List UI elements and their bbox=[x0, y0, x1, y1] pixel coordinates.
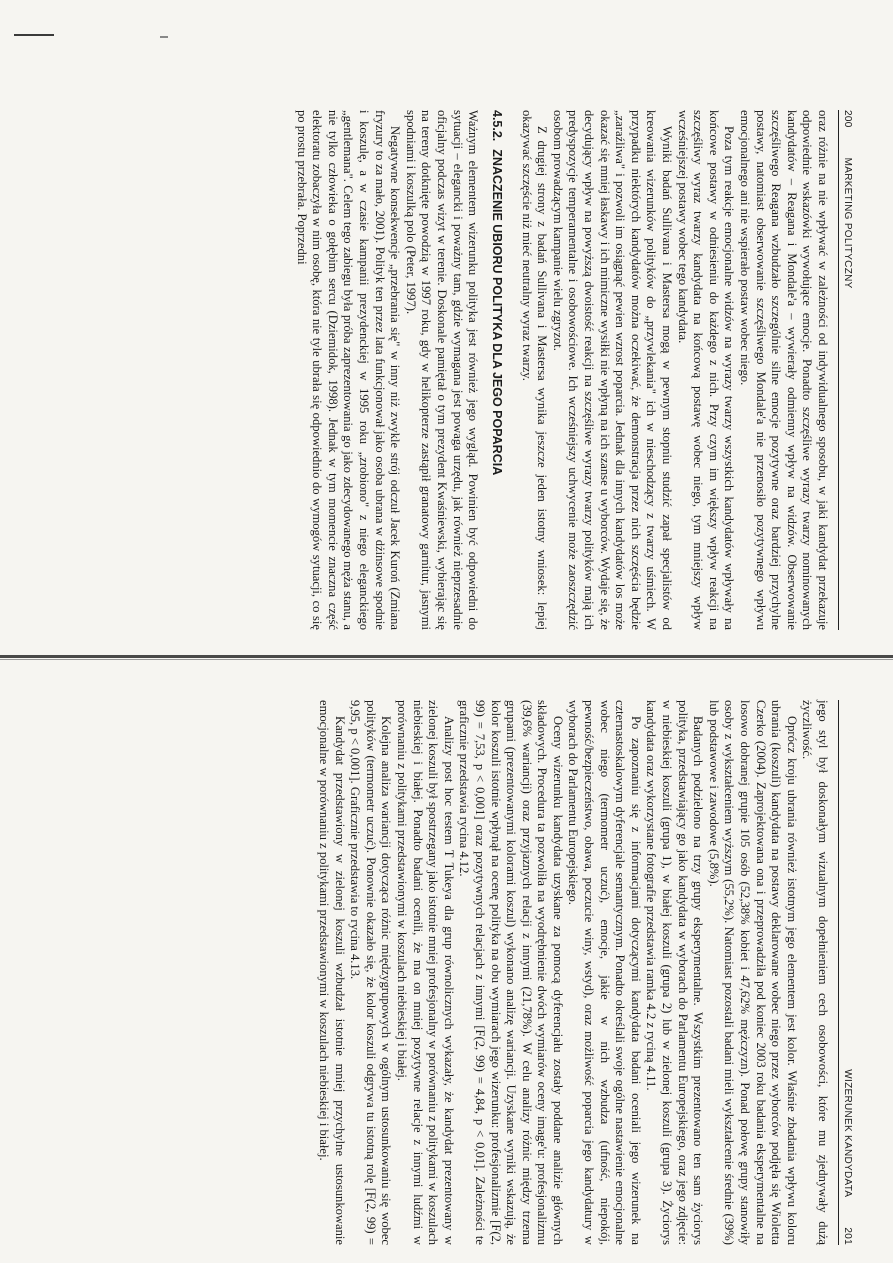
paragraph: Badanych podzielono na trzy grupy eksperymentalne. Wszystkim prezentowano ten sam życiorys polityka, przedstawiający go jako kandydata w wyborach do Parlamentu Europejskiego, oraz jego zdjęcie: w niebieskiej koszuli (grupa 1), w białej koszuli (grupa 2) lub w zielonej koszuli (grupa 3). Życiorys kandydata oraz wykorzystane fotografie przedstawia ramka 4.2 z ryciną 4.11. bbox=[644, 700, 706, 1245]
running-header bbox=[838, 110, 853, 630]
paragraph: Kandydat przedstawiony w zielonej koszuli wzbudzał istotnie mniej przychylne ustosunkowanie emocjonalne w porównaniu z politykami przedstawionymi w koszulach niebieskiej i białej. bbox=[317, 700, 347, 1245]
page-fold-line bbox=[0, 655, 893, 658]
paragraph: Poza tym reakcje emocjonalne widzów na wyrazy twarzy wszystkich kandydatów wpływały na końcowe postawy w odniesieniu do każdego z nich. Przy czym im większy wpływ reakcji na szczęśliwy wyraz twarzy kandydata na końcową postawę wobec niego, tym mniejszy wpływ wcześniejszej postawy wobec tego kandydata. bbox=[675, 110, 737, 630]
paragraph: Z drugiej strony z badań Sullivana i Mastersa wynika jeszcze jeden istotny wniosek: lepiej okazywać szczęście niż mieć neutralny wyraz twarzy. bbox=[519, 110, 550, 630]
right-page bbox=[28, 700, 853, 1245]
paragraph: Ważnym elementem wizerunku polityka jest również jego wygląd. Powinien być odpowiedni do sytuacji – elegancki i poważny tam, gdzie wymagana jest powaga urzędu, jak również nieprzesadnie oficjalny podczas wizyt w terenie. Doskonale pamiętał o tym prezydent Kwaśniewski, wybierając się na tereny dotknięte powodzią w 1997 roku, gdy w helikopterze zastąpił granatowy garnitur, jasnymi spodniami i koszulką polo (Peter, 1997). bbox=[403, 110, 481, 630]
left-page bbox=[33, 110, 853, 630]
running-head-title: MARKETING POLITYCZNY bbox=[842, 157, 853, 289]
page-fold-line bbox=[0, 659, 893, 660]
section-number: 4.5.2. bbox=[490, 110, 505, 142]
paragraph: oraz różnie na nie wpływać w zależności od indywidualnego sposobu, w jaki kandydat przekazuje odpowiednie wskazówki wywołujące emocje. Ponadto szczęśliwe wyrazy twarzy nominowanych kandydatów – Reagana i Mondale'a – wywierały odmienny wpływ na widzów. Obserwowanie szczęśliwego Reagana wzbudzało szczególnie silne emocje pozytywne oraz bardziej przychylne postawy, natomiast obserwowanie szczęśliwego Mondale'a nie przenosiło pozytywnego wpływu emocjonalnego ani nie wspierało postaw wobec niego. bbox=[738, 110, 830, 630]
paragraph: jego styl był doskonałym wizualnym dopełnieniem cech osobowości, które mu zjednywały dużą życzliwość. bbox=[800, 700, 830, 1245]
section-heading bbox=[490, 110, 504, 630]
page-number: 201 bbox=[842, 1227, 853, 1245]
paragraph: Wyniki badań Sullivana i Mastersa mogą w pewnym stopniu studzić zapał specjalistów od kreowania wizerunków polityków do „przywlekania" ich w nieschodzący z twarzy uśmiech. W przypadku niektórych kandydatów można oczekiwać, że demonstracja przez nich szczęścia będzie „zaraźliwa" i pozwoli im osiągnąć pewien wzrost poparcia. Jednak dla innych kandydatów los może okazać się mniej łaskawy i ich mimiczne wysiłki nie wpłyną na ich szanse u wyborców. Wydaje się, że decydujący wpływ na powyższą dwoistość reakcji na szczęśliwe wyrazy twarzy polityków mają ich predyspozycje temperamentalne i osobowościowe. Ich wcześniejszy uchwycenie może zaoszczędzić osobom prowadzącym kampanie wielu zgryzot. bbox=[550, 110, 675, 630]
paragraph: Po zapoznaniu się z informacjami dotyczącymi kandydata badani oceniali jego wizerunek na czternastoskalowym dyferencjale semantycznym. Ponadto określali swoje ogólne nastawienie emocjonalne wobec niego (termometr uczuć), emocje, jakie w nich wzbudza (ufność, niepokój, pewność/bezpieczeństwo, obawa, poczucie winy, wstyd), oraz możliwość poparcia jego kandydatury w wyborach do Parlamentu Europejskiego. bbox=[566, 700, 643, 1245]
running-header bbox=[838, 700, 853, 1245]
scan-edge-mark bbox=[160, 36, 168, 38]
running-head-title: WIZERUNEK KANDYDATA bbox=[842, 1069, 853, 1198]
paragraph: Analizy post hoc testem T Tukeya dla grup równolicznych wykazały, że kandydat prezentowany w zielonej koszuli był spostrzegany jako istotnie mniej profesjonalny w porównaniu z politykami w koszulach niebieskiej i białej. Ponadto badani ocenili, że ma on mniej pozytywne relacje z innymi ludźmi w porównaniu z politykami przedstawionymi w koszulach niebieskiej i białej. bbox=[394, 700, 456, 1245]
paragraph: Negatywne konsekwencje „przebrania się" w inny niż zwykle strój odczuł Jacek Kuroń (Zmiana fryzury to za mało, 2001). Polityk ten przez lata funkcjonował jako osoba ubrana w dżinsowe spodnie i koszulę, a w czasie kampanii prezydenckiej w 1995 roku „zrobiono" z niego eleganckiego „gentlemana". Celem tego zabiegu była próba zaprezentowania go jako zdecydowanego męża stanu, a nie tylko człowieka o gołębim sercu (Dziemidok, 1998). Jednak w tym momencie znaczna część elektoratu zobaczyła w nim osobę, która nie tyle ubrała się odpowiednio do wymogów sytuacji, co się po prostu przebrała. Poprzedni bbox=[294, 110, 403, 630]
section-title: ZNACZENIE UBIORU POLITYKA DLA JEGO POPARCIA bbox=[490, 149, 505, 476]
paragraph: Oceny wizerunku kandydata uzyskane za pomocą dyferencjału zostały poddane analizie głównych składowych. Procedura ta pozwoliła na wyodrębnienie dwóch wymiarów oceny image'u: profesjonalizmu (39,6% wariancji) oraz przyjaznych relacji z innymi (21,78%). W celu analizy różnic między trzema grupami (prezentowanymi kolorami koszul) wykonano analizę wariancji. Uzyskane wyniki wskazują, że kolor koszuli istotnie wpłynął na ocenę polityka na obu wymiarach jego wizerunku: profesjonalizmie [F(2, 99) = 7,53, p < 0,001] oraz pozytywnych relacjach z innymi [F(2, 99) = 4,84, p < 0,01]. Zależności te graficznie przedstawia rycina 4.12. bbox=[457, 700, 565, 1245]
scan-edge-mark bbox=[14, 34, 54, 36]
page-number: 200 bbox=[842, 110, 853, 128]
paragraph: Oprócz kroju ubrania również istotnym jego elementem jest kolor. Właśnie zbadania wpływu koloru ubrania (koszuli) kandydata na postawy deklarowane wobec niego przez wyborców podjęła się Wioletta Czerko (2004). Zaprojektowana ona i przeprowadziła pod koniec 2003 roku badania eksperymentalne na losowo dobranej grupie 105 osób (52,38% kobiet i 47,62% mężczyzn). Ponad połowę grupy stanowiły osoby z wykształceniem wyższym (55,2%). Natomiast pozostali badani mieli wykształcenie średnie (39%) lub podstawowe i zawodowe (5,8%). bbox=[706, 700, 799, 1245]
paragraph: Kolejna analiza wariancji dotycząca różnic międzygrupowych w ogólnym ustosunkowaniu się wobec polityków (termometr uczuć). Ponownie okazało się, że kolor koszuli odgrywa tu istotną rolę [F(2, 99) = 9,95, p < 0,001]. Graficznie przedstawia to rycina 4.13. bbox=[348, 700, 394, 1245]
